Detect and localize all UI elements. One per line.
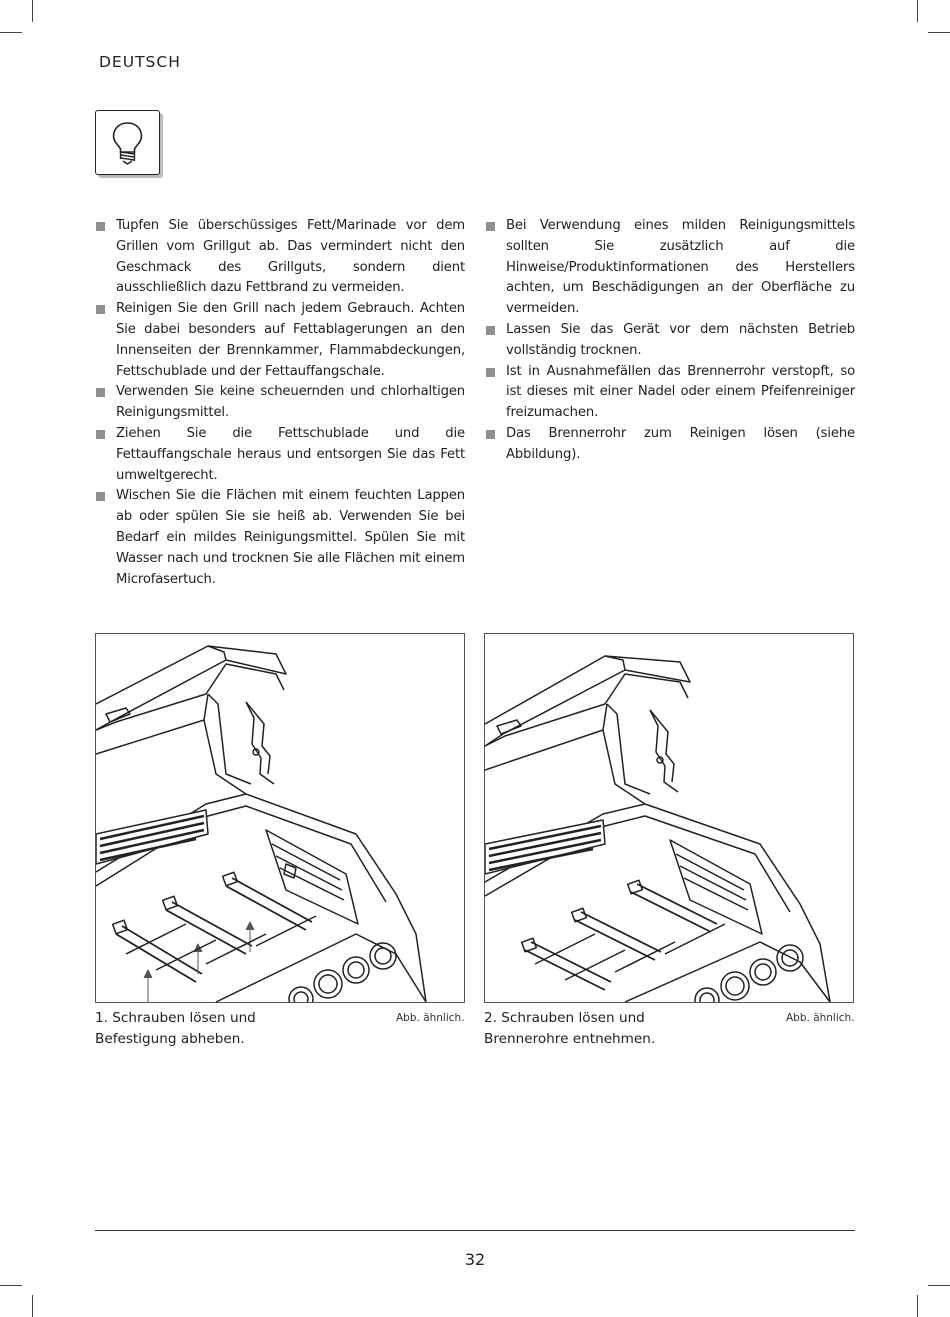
figure-1-note: Abb. ähnlich. <box>396 1012 465 1024</box>
crop-mark <box>928 32 950 33</box>
bullet-square-icon <box>486 326 495 335</box>
grill-illustration <box>485 634 853 1002</box>
bullet-square-icon <box>486 222 495 231</box>
bullet-square-icon <box>96 305 105 314</box>
crop-mark <box>32 1295 33 1317</box>
list-item <box>95 382 465 424</box>
figure-2-caption: 2. Schrauben lösen und Brennerohre entnehmen. <box>484 1010 656 1047</box>
crop-mark <box>32 0 33 22</box>
list-item <box>95 424 465 486</box>
bullet-square-icon <box>96 430 105 439</box>
bullet-square-icon <box>96 388 105 397</box>
right-bullet-list <box>485 216 855 466</box>
list-item-text: Das Brennerrohr zum Reinigen lösen (siehe Abbildung). <box>506 425 855 462</box>
list-item <box>485 320 855 362</box>
bullet-square-icon <box>486 368 495 377</box>
figure-1 <box>95 633 465 1003</box>
list-item <box>95 486 465 590</box>
crop-mark <box>0 32 22 33</box>
list-item <box>95 299 465 382</box>
list-item-text: Reinigen Sie den Grill nach jedem Gebrauch. Achten Sie dabei besonders auf Fettablagerungen an den Innenseiten der Brennkammer, Flammabdeckungen, Fettschublade und der Fettauffangschale. <box>116 301 465 379</box>
list-item-text: Wischen Sie die Flächen mit einem feuchten Lappen ab oder spülen Sie sie heiß ab. Verwenden Sie bei Bedarf ein mildes Reinigungsmittel. Spülen Sie mit Wasser nach und trocknen Sie alle Flächen mit einem Microfasertuch. <box>116 488 465 587</box>
figure-2-note: Abb. ähnlich. <box>786 1012 855 1024</box>
bullet-square-icon <box>96 492 105 501</box>
section-label: DEUTSCH <box>99 53 181 71</box>
list-item-text: Verwenden Sie keine scheuernden und chlorhaltigen Reinigungsmittel. <box>116 384 465 421</box>
page-number: 32 <box>464 1250 486 1269</box>
list-item <box>485 424 855 466</box>
figure-1-caption: 1. Schrauben lösen und Befestigung abheben. <box>95 1010 256 1047</box>
list-item <box>485 216 855 320</box>
crop-mark <box>928 1285 950 1286</box>
list-item-text: Bei Verwendung eines milden Reinigungsmittels sollten Sie zusätzlich auf die Hinweise/Produktinformationen des Herstellers achten, um Beschädigungen an der Oberfläche zu vermeiden. <box>506 218 855 317</box>
bullet-square-icon <box>96 222 105 231</box>
list-item-text: Ziehen Sie die Fettschublade und die Fettauffangschale heraus und entsorgen Sie das Fett umweltgerecht. <box>116 425 465 483</box>
list-item-text: Tupfen Sie überschüssiges Fett/Marinade vor dem Grillen vom Grillgut ab. Das vermindert nicht den Geschmack des Grillguts, sondern dient ausschließlich dazu Fettbrand zu vermeiden. <box>116 218 465 296</box>
bullet-square-icon <box>486 430 495 439</box>
footer-divider <box>95 1230 855 1231</box>
grill-illustration <box>96 634 464 1002</box>
list-item <box>95 216 465 299</box>
lightbulb-icon <box>96 111 159 174</box>
left-bullet-list <box>95 216 465 590</box>
crop-mark <box>917 0 918 22</box>
left-column <box>95 216 465 590</box>
list-item-text: Lassen Sie das Gerät vor dem nächsten Betrieb vollständig trocknen. <box>506 321 855 358</box>
list-item-text: Ist in Ausnahmefällen das Brennerrohr verstopft, so ist dieses mit einer Nadel oder einem Pfeifenreiniger freizumachen. <box>506 363 855 421</box>
list-item <box>485 362 855 424</box>
right-column <box>485 216 855 466</box>
tip-box <box>95 110 160 175</box>
crop-mark <box>0 1285 22 1286</box>
crop-mark <box>917 1295 918 1317</box>
figure-2 <box>484 633 854 1003</box>
